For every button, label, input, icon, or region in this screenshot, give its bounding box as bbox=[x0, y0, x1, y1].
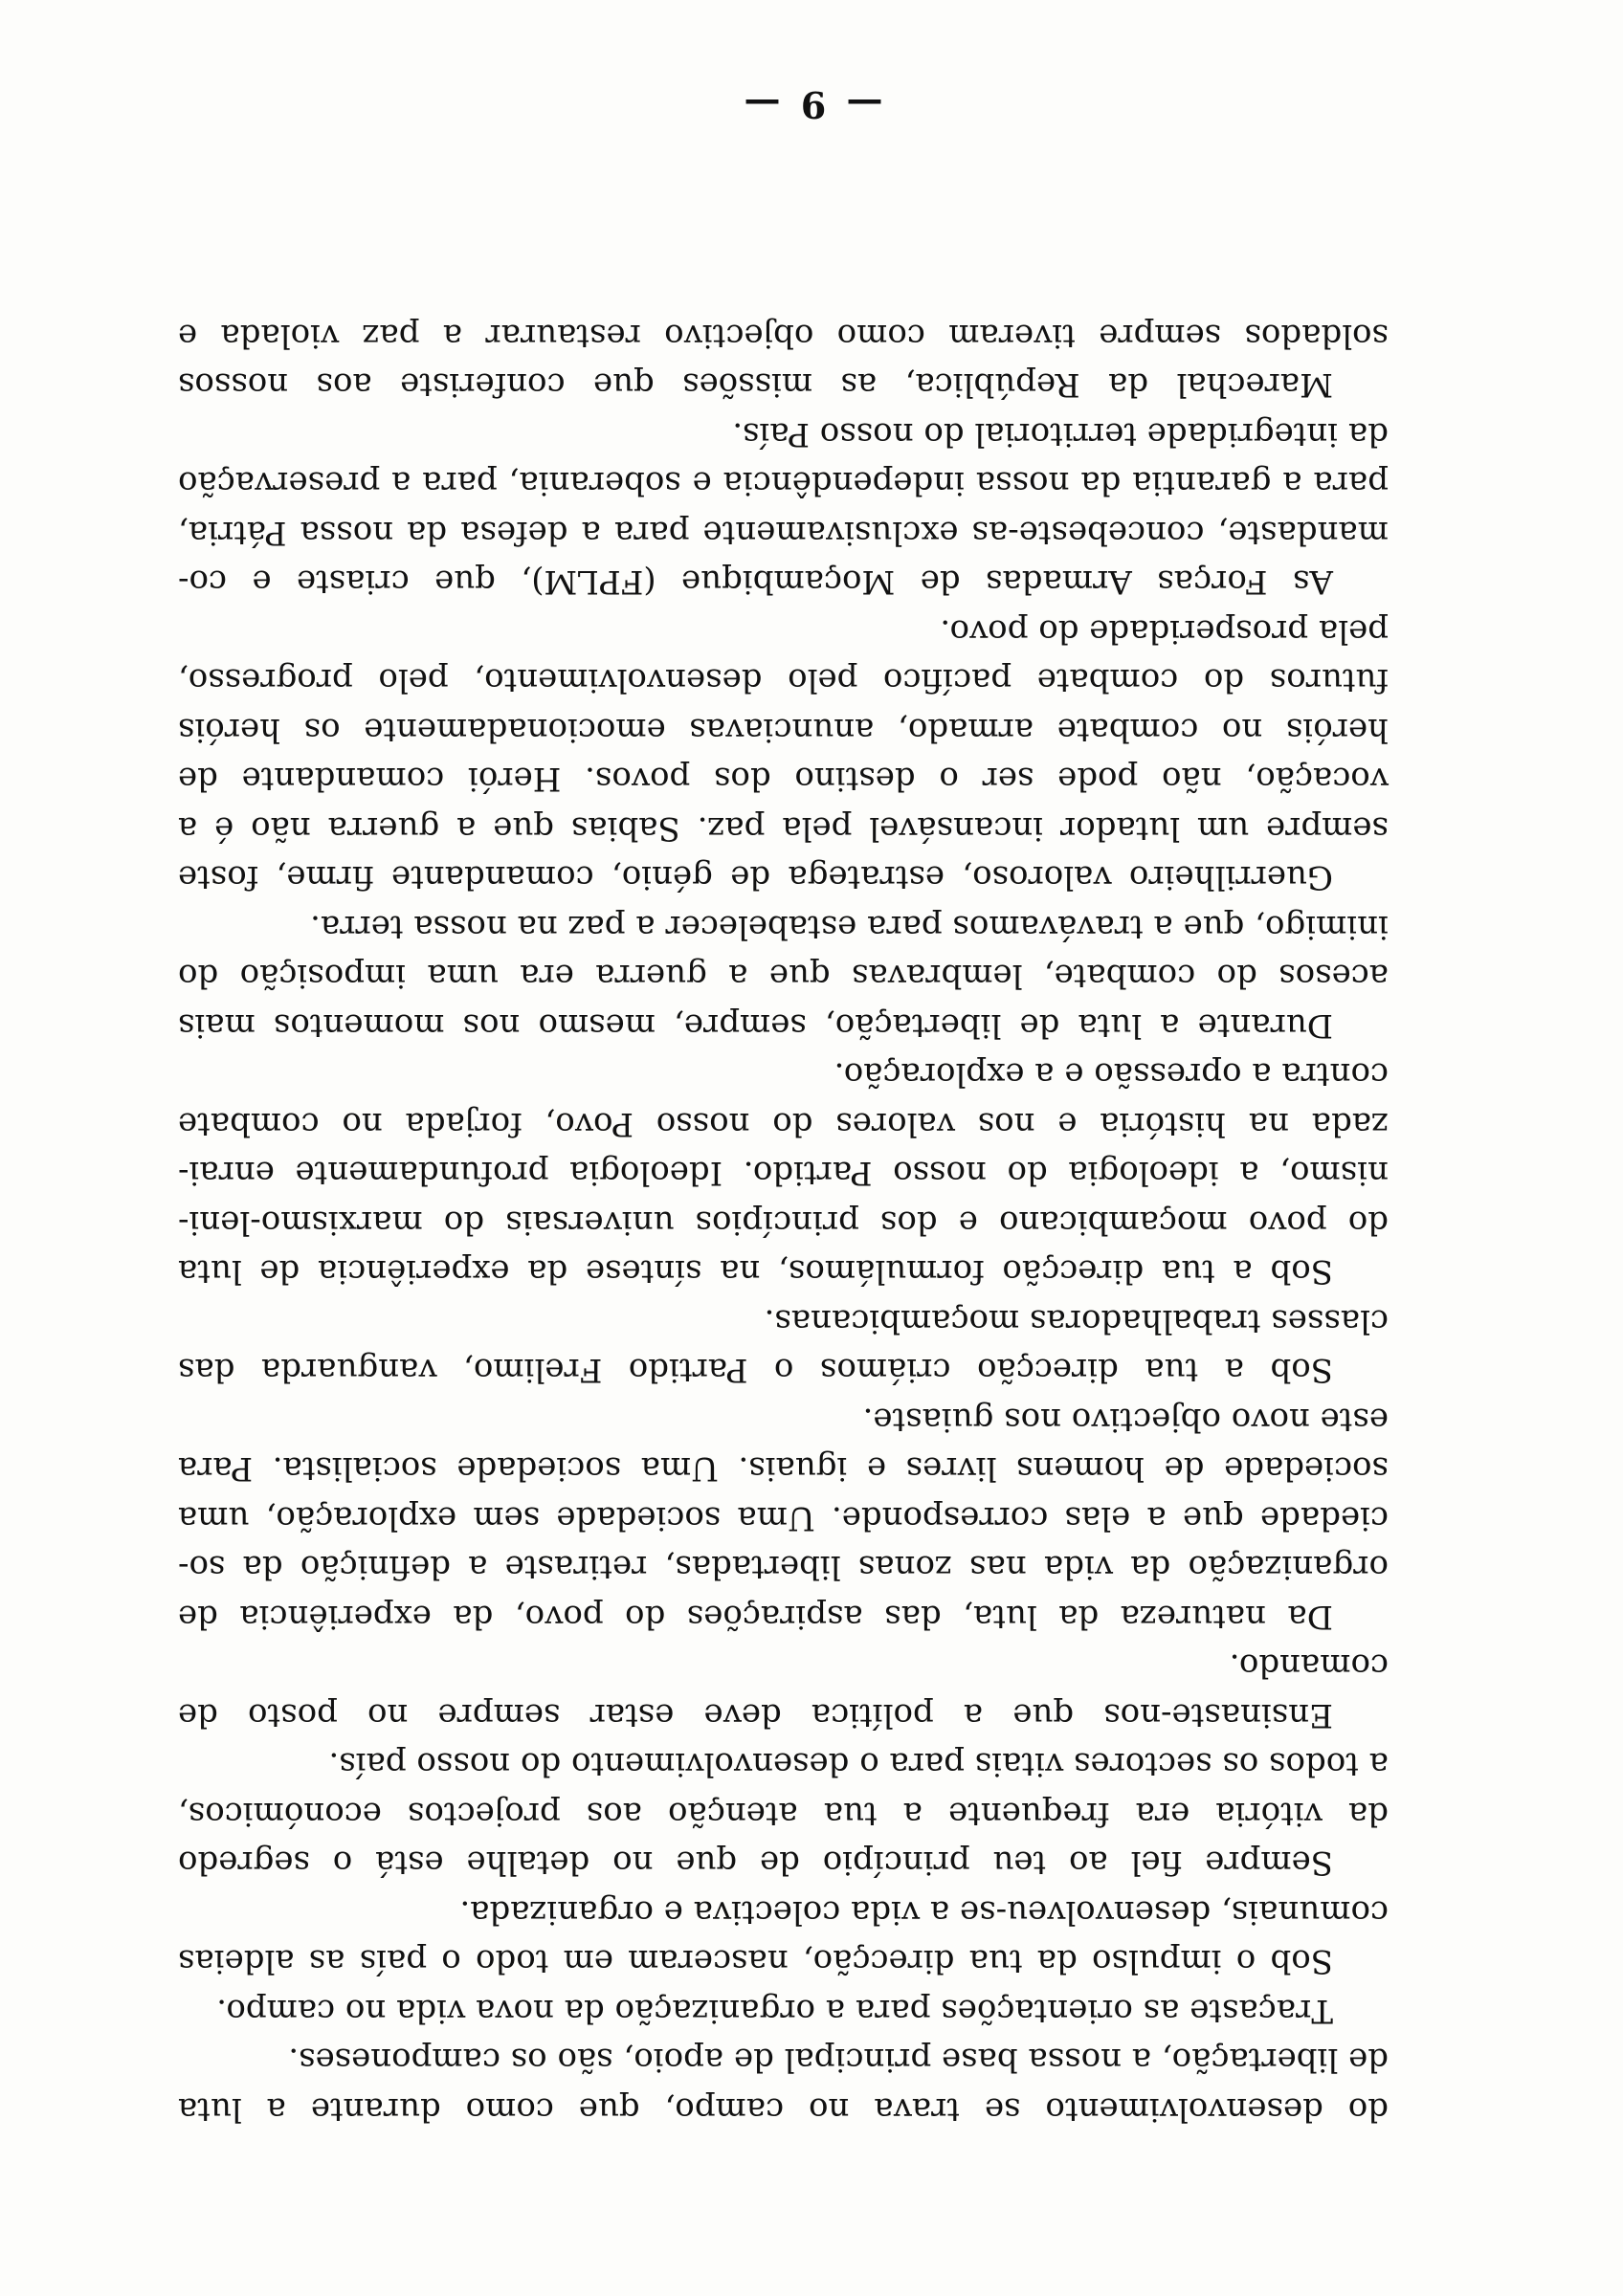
body-text bbox=[178, 311, 1389, 2134]
text-line: de libertação, a nossa base principal de apoio, são os camponeses. bbox=[288, 2041, 1389, 2080]
text-line: para a garantia da nossa independência e soberania, para a preservação bbox=[178, 464, 1389, 503]
text-line: acesos do combate, lembravas que a guerra era uma imposição do bbox=[178, 957, 1389, 996]
text-line: Sempre fiel ao teu princípio de que no detalhe está o segredo bbox=[178, 1843, 1333, 1883]
text-line: Marechal da República, as missões que conferiste aos nossos bbox=[178, 365, 1333, 405]
text-line: organização da vida nas zonas libertadas, retiraste a definição da so- bbox=[178, 1548, 1389, 1587]
text-line: comunais, desenvolveu-se a vida colectiva e organizada. bbox=[459, 1893, 1389, 1932]
page-number: — 9 — bbox=[740, 83, 883, 126]
text-line: classes trabalhadoras moçambicanas. bbox=[764, 1302, 1389, 1340]
text-line: Sob o impulso da tua direcção, nasceram em todo o país as aldeias bbox=[178, 1942, 1333, 1981]
text-line: da vitória era frequente a tua atenção aos projectos económicos, bbox=[178, 1795, 1389, 1833]
text-line: Da natureza da luta, das aspirações do povo, da experiência de bbox=[178, 1598, 1333, 1636]
text-line: Ensinaste-nos que a política deve estar sempre no posto de bbox=[178, 1696, 1333, 1734]
text-line: este novo objectivo nos guiaste. bbox=[862, 1401, 1389, 1439]
text-line: pela prosperidade do povo. bbox=[940, 612, 1389, 651]
text-line: contra a opressão e a exploração. bbox=[834, 1055, 1389, 1094]
text-line: ciedade que a elas corresponde. Uma sociedade sem exploração, uma bbox=[178, 1499, 1389, 1537]
text-line: a todos os sectores vitais para o desenvolvimento do nosso país. bbox=[328, 1745, 1389, 1784]
text-line: vocação, não pode ser o destino dos povos. Herói comandante de bbox=[178, 760, 1389, 799]
text-line: sociedade de homens livres e iguais. Uma sociedade socialista. Para bbox=[178, 1449, 1389, 1489]
text-line: Guerrilheiro valoroso, estratega de génio, comandante firme, foste bbox=[178, 858, 1333, 897]
text-line: inimigo, que a travávamos para estabelecer a paz na nossa terra. bbox=[310, 908, 1389, 946]
text-line: heróis no combate armado, anunciavas emocionadamente os heróis bbox=[178, 711, 1389, 749]
text-line: futuros do combate pacífico pelo desenvolvimento, pelo progresso, bbox=[178, 661, 1389, 700]
text-line: Durante a luta de libertação, sempre, mesmo nos momentos mais bbox=[178, 1006, 1333, 1045]
text-line: sempre um lutador incansável pela paz. Sabias que a guerra não é a bbox=[178, 809, 1389, 848]
text-line: da integridade territorial do nosso País. bbox=[732, 415, 1389, 453]
text-line: comando. bbox=[1229, 1646, 1389, 1686]
text-line: do desenvolvimento se trava no campo, que como durante a luta bbox=[178, 2090, 1389, 2129]
text-line: zada na história e nos valores do nosso Povo, forjada no combate bbox=[178, 1105, 1389, 1143]
text-line: nismo, a ideologia do nosso Partido. Ideologia profundamente enrai- bbox=[178, 1154, 1389, 1193]
text-line: do povo moçambicano e dos princípios universais do marxismo-leni- bbox=[178, 1203, 1389, 1242]
text-line: As Forças Armadas de Moçambique (FPLM), que criaste e co- bbox=[178, 563, 1333, 602]
text-line: soldados sempre tiveram como objectivo restaurar a paz violada e bbox=[178, 317, 1389, 355]
text-line: Sob a tua direcção formulámos, na síntese da experiência de luta bbox=[178, 1252, 1333, 1292]
text-line: Sob a tua direcção criámos o Partido Frelimo, vanguarda das bbox=[178, 1351, 1333, 1390]
text-line: Traçaste as orientações para a organização da nova vida no campo. bbox=[216, 1992, 1333, 2030]
text-line: mandaste, concebeste-as exclusivamente para a defesa da nossa Pátria, bbox=[178, 514, 1389, 552]
